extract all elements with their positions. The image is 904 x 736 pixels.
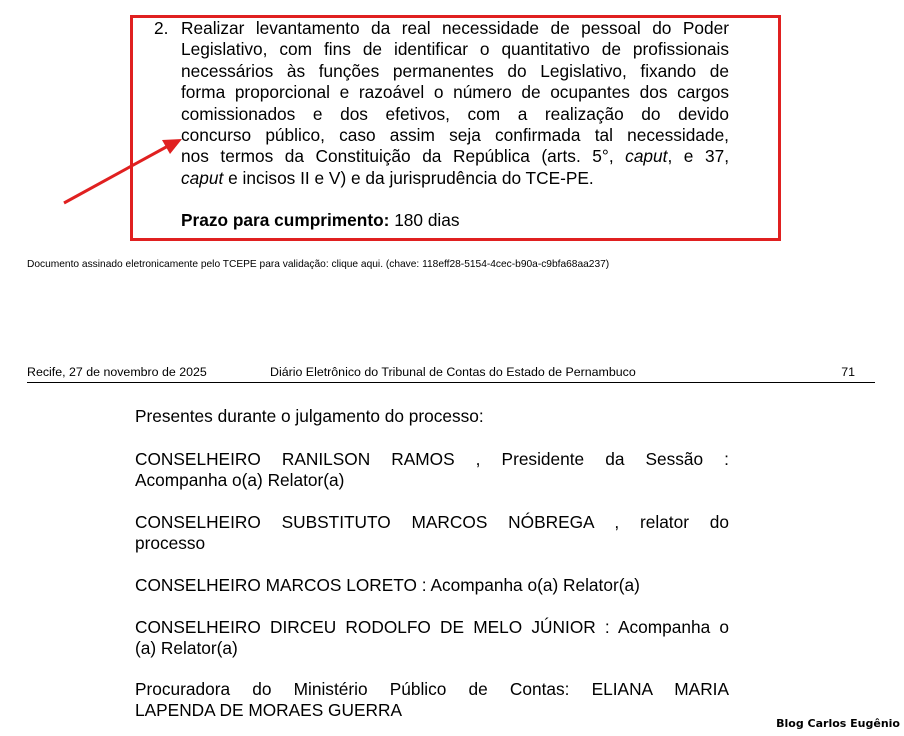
member-entry: [135, 679, 729, 721]
member-line: (a) Relator(a): [135, 638, 238, 658]
item-line-8-rest: e incisos II e V) e da jurisprudência do TCE-PE.: [223, 167, 594, 188]
header-journal: Diário Eletrônico do Tribunal de Contas do Estado de Pernambuco: [270, 365, 636, 379]
member-entry: [135, 512, 729, 554]
item-line-7-part-a: nos termos da Constituição da República (arts. 5°,: [181, 146, 626, 167]
intro-line: Presentes durante o julgamento do processo:: [135, 406, 484, 426]
item-line-8-italic: caput: [181, 167, 224, 188]
item-line: comissionados e dos efetivos, com a realização do devido: [181, 103, 729, 124]
member-line: CONSELHEIRO SUBSTITUTO MARCOS NÓBREGA , relator do: [135, 512, 729, 532]
item-line: necessários às funções permanentes do Legislativo, fixando de: [181, 60, 729, 81]
item-line: Realizar levantamento da real necessidade de pessoal do Poder: [181, 18, 729, 38]
member-entry: [135, 575, 729, 596]
member-line: LAPENDA DE MORAES GUERRA: [135, 700, 402, 720]
member-line: processo: [135, 533, 206, 553]
page-number: 71: [841, 365, 855, 379]
blog-watermark: Blog Carlos Eugênio: [776, 717, 900, 730]
member-entry: [135, 617, 729, 659]
signature-note: Documento assinado eletronicamente pelo TCEPE para validação: clique aqui. (chave: 118eff28-5154-4cec-b90a-c9bfa68aa237): [27, 259, 610, 270]
member-line: Acompanha o(a) Relator(a): [135, 470, 345, 490]
member-line: Procuradora do Ministério Público de Contas: ELIANA MARIA: [135, 679, 729, 699]
item-line-7-part-b: , e 37,: [667, 146, 729, 167]
member-line: CONSELHEIRO RANILSON RAMOS , Presidente da Sessão :: [135, 449, 729, 469]
page-header: [27, 364, 875, 383]
attendance-intro: [135, 406, 729, 427]
member-line: CONSELHEIRO DIRCEU RODOLFO DE MELO JÚNIOR : Acompanha o: [135, 617, 729, 637]
member-line: CONSELHEIRO MARCOS LORETO : Acompanha o(a) Relator(a): [135, 575, 640, 595]
member-entry: [135, 449, 729, 491]
deadline-value: 180 dias: [389, 210, 460, 230]
item-line: concurso público, caso assim seja confirmada tal necessidade,: [181, 125, 729, 146]
item-number: 2.: [154, 18, 169, 38]
deadline-label: Prazo para cumprimento:: [181, 210, 390, 230]
header-date: Recife, 27 de novembro de 2025: [27, 365, 207, 379]
item-line: forma proporcional e razoável o número de ocupantes dos cargos: [181, 82, 729, 103]
item-line-7-italic: caput: [625, 146, 668, 167]
item-line: Legislativo, com fins de identificar o quantitativo de profissionais: [181, 39, 729, 60]
